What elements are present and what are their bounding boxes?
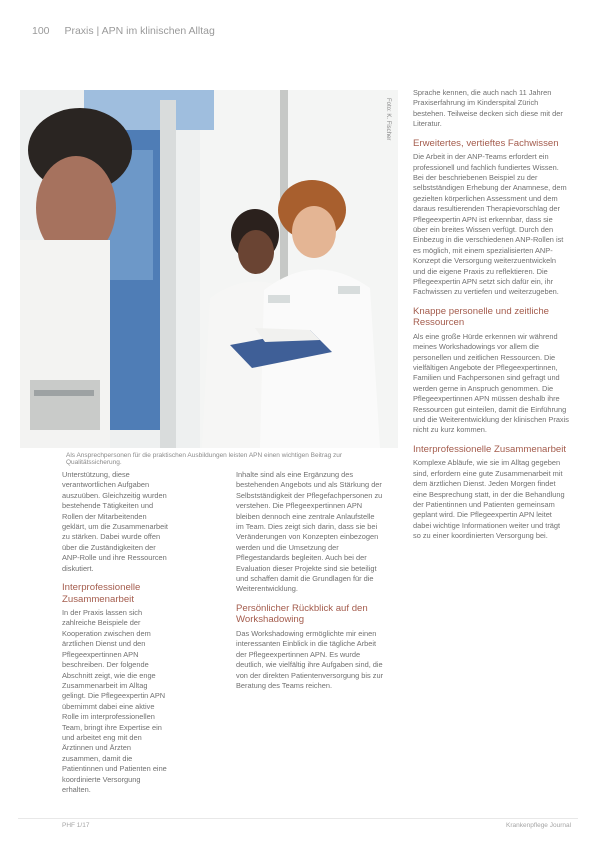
paragraph: In der Praxis lassen sich zahlreiche Beispiele der Kooperation zwischen dem ärztlichen Dienst und den Pflegeexpertinnen APN beschreiben. Der folgende Abschnitt zeigt, wie die enge Zusammenarbeit im Alltag gelingt. Die Pflegeexpertin APN übernimmt dabei eine aktive Rolle im interprofessionellen Team, bringt ihre Expertise ein und arbeitet eng mit den Ärztinnen und Ärzten zusammen, damit die Patientinnen und Patienten eine koordinierte Versorgung erhalten. [62,608,167,794]
section-heading: Erweitertes, vertieftes Fachwissen [413,137,559,149]
section-heading: Persönlicher Rückblick auf den Workshadowing [236,602,368,626]
hospital-photo [20,90,398,448]
section-heading: Interprofessionelle Zusammenarbeit [413,443,567,455]
paragraph: Unterstützung, diese verantwortlichen Aufgaben auszuüben. Gleichzeitig wurden bestehende Tätigkeiten und Rollen der Mitarbeitenden geklärt, um die Zusammenarbeit zu stärken. Dabei wurde offen über die Zuständigkeiten der ANP-Rolle und ihre Ressourcen diskutiert. [62,470,168,573]
section-heading: Knappe personelle und zeitliche Ressourcen [413,305,550,329]
text-column-2 [236,470,384,693]
section-heading: Interprofessionelle Zusammenarbeit [62,582,141,605]
running-title: Praxis | APN im klinischen Alltag [64,25,215,37]
paragraph: Sprache kennen, die auch nach 11 Jahren Praxiserfahrung im Kinderspital Zürich bestehen. Teilweise decken sich diese mit der Literatur. [413,88,563,129]
running-header [32,25,215,37]
text-column-3 [413,88,569,544]
footer-issue: PHF 1/17 [62,822,90,829]
footer-divider [18,818,578,819]
page-number: 100 [32,25,50,37]
paragraph: Die Arbeit in der ANP-Teams erfordert ein professionell und fachlich fundiertes Wissen. Bei der beschriebenen Beispiel zu der selbstständigen Erhebung der Anamnese, dem gezielten körperlichen Assessment und dem daraus resultierenden Therapievorschlag der Pflegeexpertin APN ist erkennbar, dass sie über ein breites Wissen verfügt. Durch den Einbezug in die verschiedenen ANP-Rollen ist es möglich, mit einem spezialisierten ANP-Konzept die Versorgung weiterzuentwickeln und die eigene Praxis zu reflektieren. Die Pflegeexpertin APN setzt sich dafür ein, ihr Fachwissen zu vertiefen und weiterzugeben. [413,152,567,297]
photo-illustration [20,90,398,448]
photo-caption: Als Ansprechpersonen für die praktischen Ausbildungen leisten APN einen wichtigen Beitrag zur Qualitätssicherung. [66,452,343,466]
paragraph: Als eine große Hürde erkennen wir während meines Workshadowings vor allem die personellen und zeitlichen Ressourcen. Die vielfältigen Angebote der Pflegeexpertinnen, Familien und Fachpersonen sind gefragt und werden gerne in Anspruch genommen. Die Pflegeexpertinnen APN müssen deshalb ihre Ressourcen gut einteilen, damit die Einführung und die Weiterentwicklung der klinischen Praxis nicht zu kurz kommen. [413,331,569,435]
text-column-1 [62,470,170,797]
paragraph: Inhalte sind als eine Ergänzung des bestehenden Angebots und als Stärkung der Selbstständigkeit der Pflegefachpersonen zu verstehen. Die Pflegeexpertinnen APN bleiben dennoch eine zentrale Anlaufstelle im Team. Dies zeigt sich darin, dass sie bei Veränderungen von Konzepten einbezogen werden und die Umsetzung der Pflegestandards begleiten. Auch bei der Evaluation dieser Projekte sind sie beteiligt und schaffen damit die Grundlagen für die Weiterentwicklung. [236,470,383,594]
footer-journal: Krankenpflege Journal [506,822,572,829]
paragraph: Das Workshadowing ermöglichte mir einen interessanten Einblick in die tägliche Arbeit der Pflegeexpertinnen APN. Es wurde deutlich, wie vielfältig ihre Aufgaben sind, die von der direkten Patientenversorgung bis zur Beratung des Teams reichen. [236,628,384,690]
photo-credit: Foto: K. Fischer [385,98,391,141]
paragraph: Komplexe Abläufe, wie sie im Alltag gegeben sind, erfordern eine gute Zusammenarbeit mit dem ärztlichen Dienst. Jeden Morgen findet eine Besprechung statt, in der die Behandlung der Patientinnen und Patienten gemeinsam geplant wird. Die Pflegeexpertin APN leitet dabei wichtige Informationen weiter und trägt so zu einer koordinierten Versorgung bei. [413,458,565,541]
